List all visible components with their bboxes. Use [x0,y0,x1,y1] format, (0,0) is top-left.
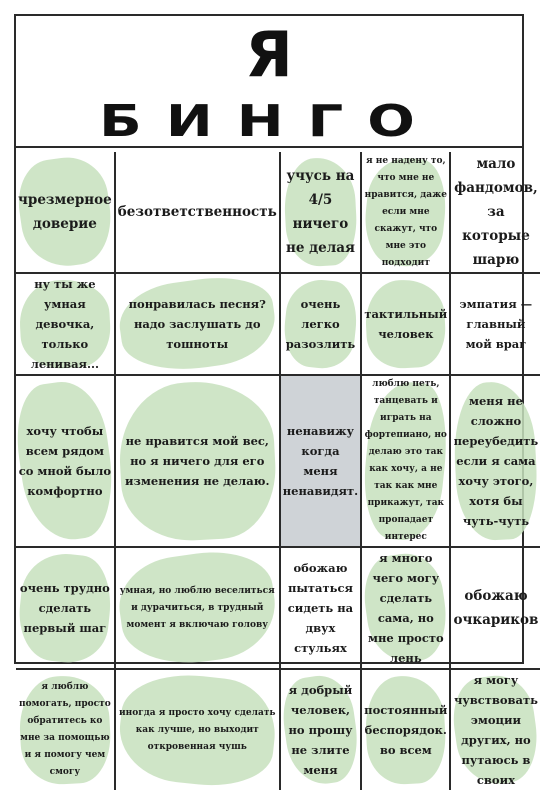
bingo-cell-3-2[interactable] [116,376,281,548]
bingo-cell-5-4[interactable] [362,670,451,790]
cell-text: ну ты же умная девочка, только ленивая... [30,277,100,371]
bingo-cell-3-1[interactable] [16,376,116,548]
cell-text: иногда я просто хочу сделать как лучше, но выходит откровенная чушь [118,707,276,752]
bingo-cell-5-1[interactable] [16,670,116,790]
bingo-cell-3-3-free[interactable] [281,376,362,548]
bingo-cell-5-3[interactable] [281,670,362,790]
cell-text: умная, но люблю веселиться и дурачиться, в трудный момент я включаю голову [119,585,275,630]
cell-text: очень легко разозлить [285,297,356,351]
bingo-cell-4-1[interactable] [16,548,116,670]
cell-text: я люблю помогать, просто обратитесь ко мне за помощью и я помогу чем смогу [19,682,111,777]
bingo-cell-4-2[interactable] [116,548,281,670]
cell-text: обожаю пытаться сидеть на двух стульях [287,561,354,655]
cell-text: ненавижу когда меня ненавидят. [282,424,359,498]
bingo-cell-2-3[interactable] [281,274,362,376]
cell-text: обожаю очкариков [453,588,539,628]
cell-text: хочу чтобы всем рядом со мной было комфортно [18,424,112,498]
bingo-cell-2-5[interactable] [451,274,540,376]
bingo-cell-4-3[interactable] [281,548,362,670]
cell-text: мало фандомов, за которые шарю [454,156,538,268]
cell-text: учусь на 4/5 ничего не делая [285,168,355,256]
bingo-cell-5-5[interactable] [451,670,540,790]
bingo-cell-2-1[interactable] [16,274,116,376]
bingo-grid [16,152,539,787]
bingo-cell-4-5[interactable] [451,548,540,670]
cell-text: постоянный беспорядок. во всем [364,703,448,757]
cell-text: тактильный человек [364,307,448,341]
cell-text: эмпатия — главный мой враг [459,297,533,351]
bingo-cell-5-2[interactable] [116,670,281,790]
bingo-cell-1-4[interactable] [362,152,451,274]
bingo-cell-1-5[interactable] [451,152,540,274]
bingo-cell-1-2[interactable] [116,152,281,274]
cell-text: я добрый человек, но прошу не злите меня [288,683,353,777]
bingo-cell-1-1[interactable] [16,152,116,274]
bingo-cell-3-4[interactable] [362,376,451,548]
title-word: БИНГО [99,96,439,147]
cell-text: я много чего могу сделать сама, но мне просто лень [367,551,444,665]
cell-text: я не надену то, что мне не нравится, даже если мне скажут, что мне это подходит [364,155,447,268]
bingo-card [14,14,539,787]
bingo-cell-2-2[interactable] [116,274,281,376]
cell-text: безответственность [117,204,277,220]
cell-text: чрезмерное доверие [18,192,112,232]
title-letter: Я [245,18,293,91]
cell-text: меня не сложно переубедить если я сама хочу этого, хотя бы чуть-чуть [453,394,539,528]
bingo-cell-3-5[interactable] [451,376,540,548]
cell-text: я могу чувствовать эмоции других, но путаюсь в своих [453,673,538,787]
cell-text: люблю петь, танцевать и играть на фортепиано, но делаю это так как хочу, а не так как мне прикажут, так пропадает интерес [364,379,447,542]
cell-text: очень трудно сделать первый шаг [19,581,110,635]
bingo-cell-4-4[interactable] [362,548,451,670]
cell-text: не нравится мой вес, но я ничего для его изменения не делаю. [125,434,270,488]
cell-text: понравилась песня? надо заслушать до тошноты [128,297,266,351]
bingo-cell-1-3[interactable] [281,152,362,274]
bingo-cell-2-4[interactable] [362,274,451,376]
bingo-header [16,16,522,148]
